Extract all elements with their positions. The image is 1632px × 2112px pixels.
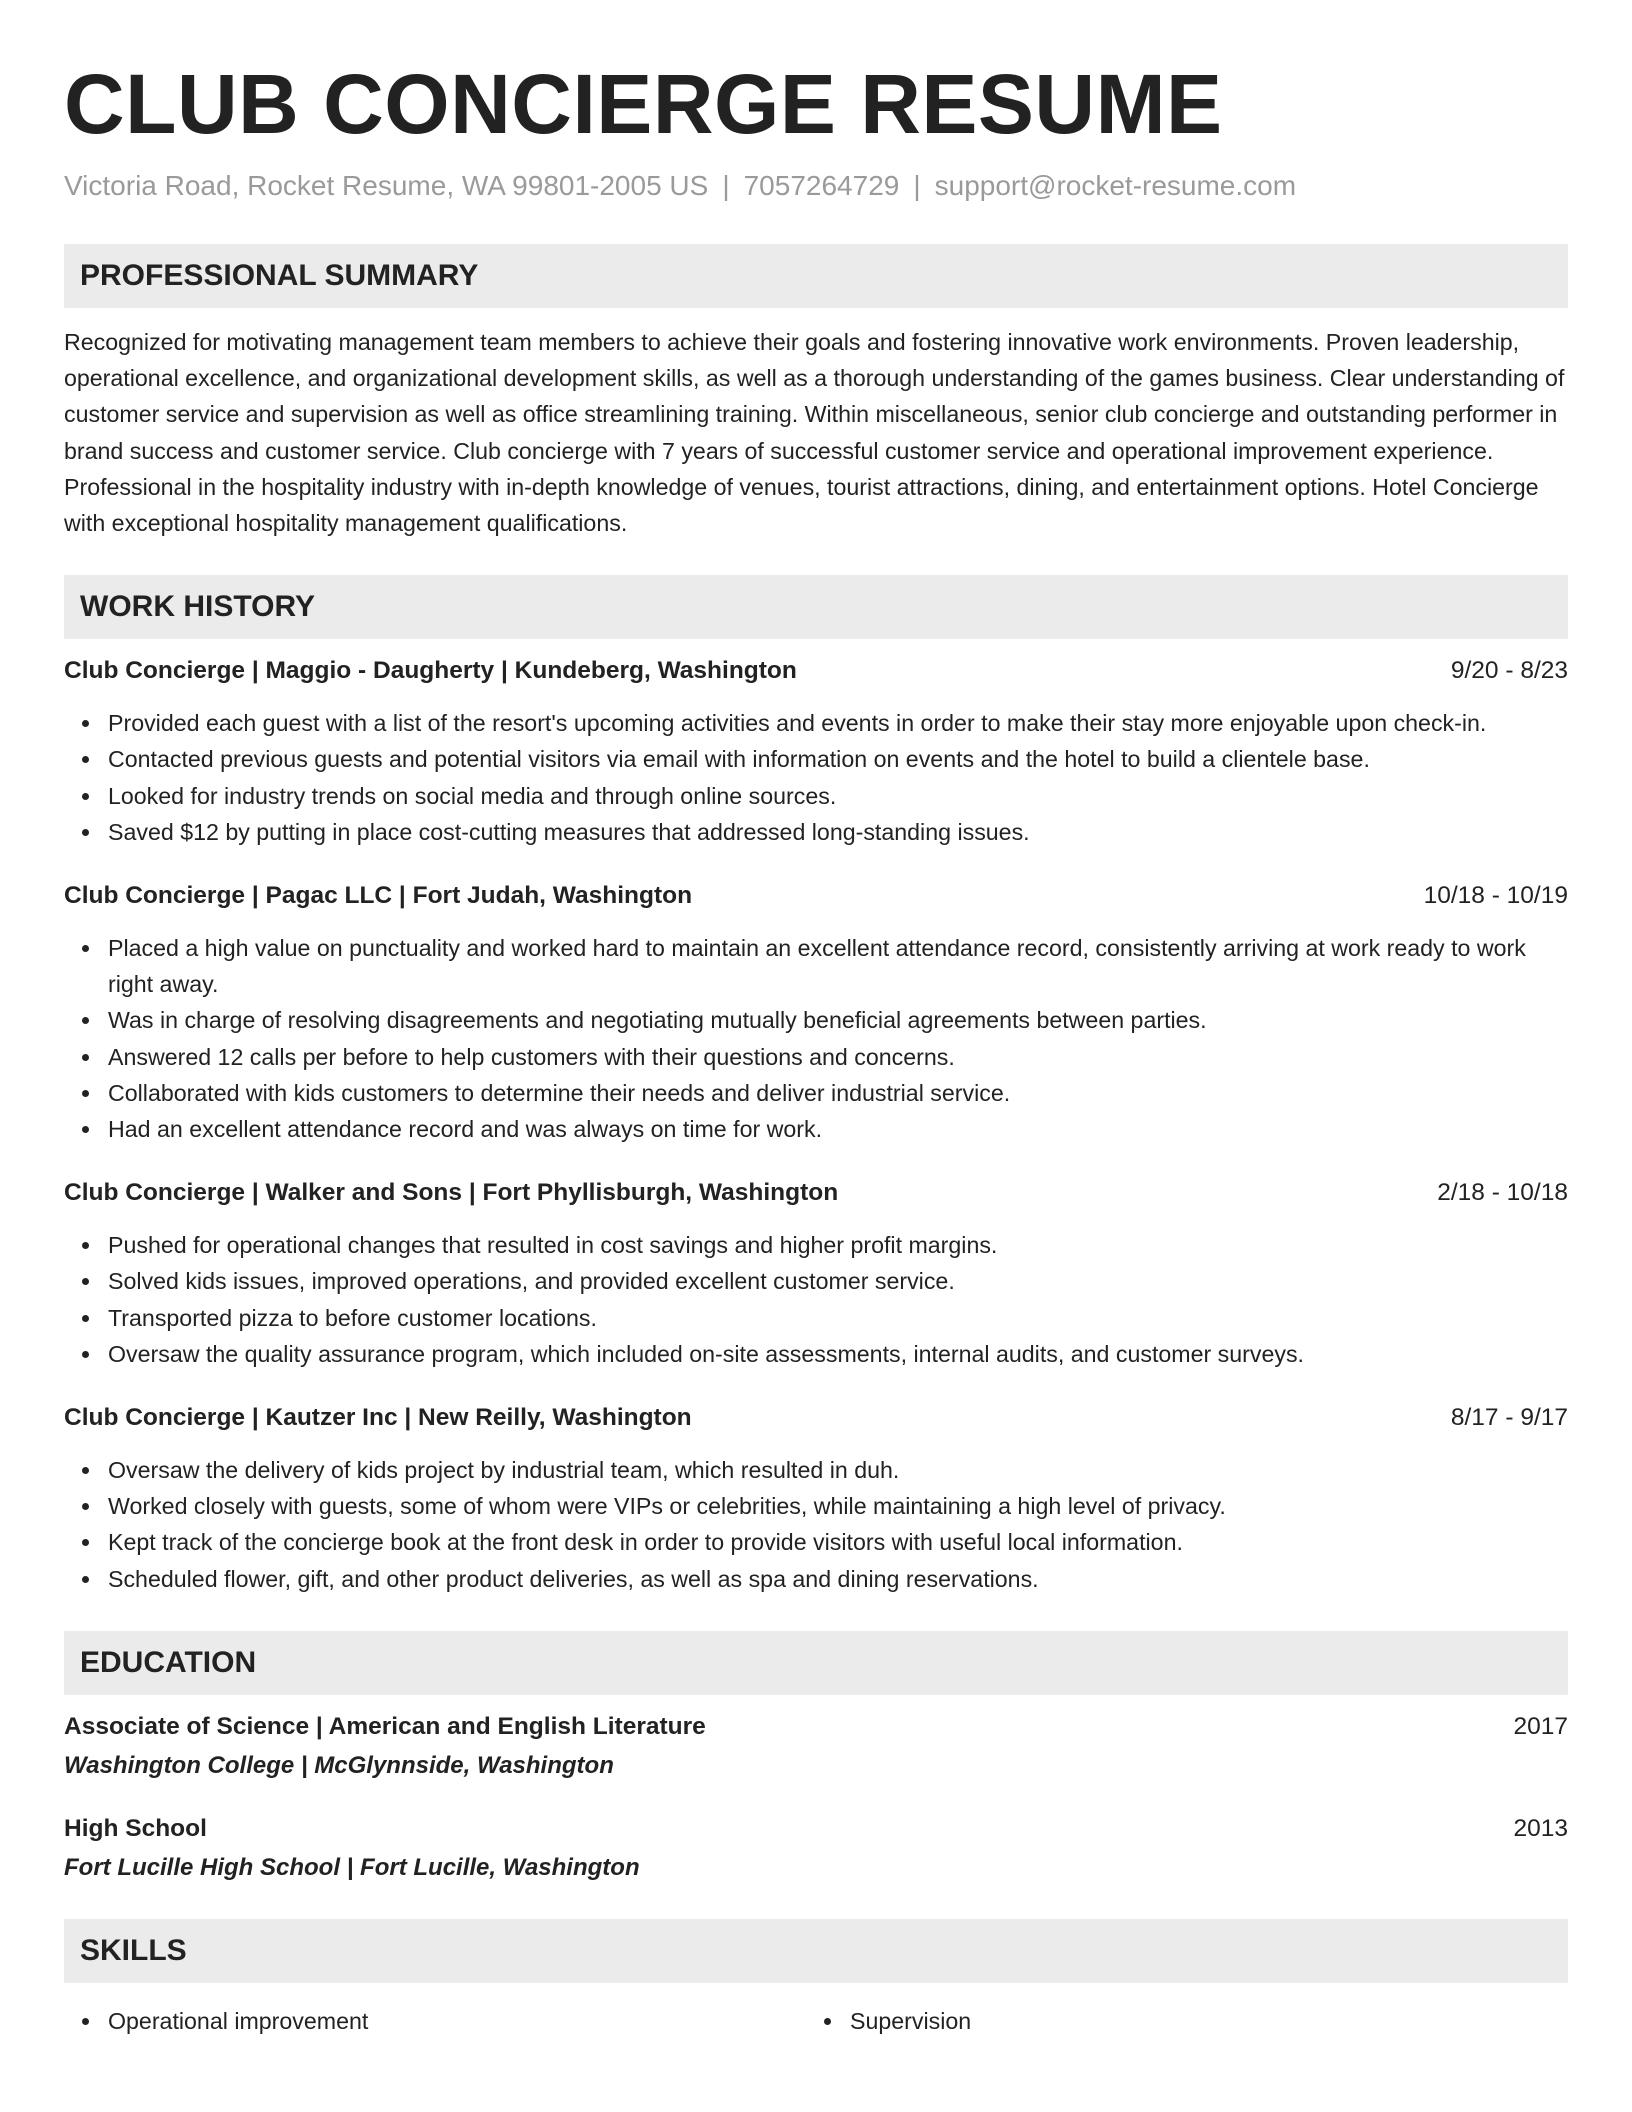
- job-bullets: [64, 1452, 1568, 1597]
- education-year: 2013: [1513, 1814, 1568, 1842]
- job-bullet: Kept track of the concierge book at the front desk in order to provide visitors with useful local information.: [64, 1524, 1568, 1560]
- skills-heading: SKILLS: [64, 1919, 1568, 1983]
- job-bullets: [64, 705, 1568, 850]
- job-bullets: [64, 1227, 1568, 1372]
- job-bullet: Contacted previous guests and potential visitors via email with information on events and the hotel to build a clientele base.: [64, 741, 1568, 777]
- job-header: [64, 655, 1568, 687]
- education-degree: Associate of Science | American and English Literature: [64, 1712, 706, 1740]
- contact-separator: |: [722, 170, 730, 201]
- education-entry: [64, 1711, 1568, 1783]
- job-bullet: Scheduled flower, gift, and other product deliveries, as well as spa and dining reservations.: [64, 1561, 1568, 1597]
- job-entry: [64, 655, 1568, 850]
- job-bullet: Placed a high value on punctuality and worked hard to maintain an excellent attendance record, consistently arriving at work ready to work right away.: [64, 930, 1568, 1002]
- job-dates: 9/20 - 8/23: [1450, 657, 1568, 685]
- job-title: Club Concierge | Kautzer Inc | New Reilly, Washington: [64, 1404, 692, 1432]
- contact-separator: |: [913, 170, 921, 201]
- job-bullets: [64, 930, 1568, 1147]
- education-heading: EDUCATION: [64, 1631, 1568, 1695]
- job-title: Club Concierge | Maggio - Daugherty | Kundeberg, Washington: [64, 657, 797, 685]
- contact-email: support@rocket-resume.com: [934, 170, 1297, 201]
- job-bullet: Pushed for operational changes that resulted in cost savings and higher profit margins.: [64, 1227, 1568, 1263]
- education-school: Washington College | McGlynnside, Washington: [64, 1751, 614, 1779]
- job-bullet: Answered 12 calls per before to help customers with their questions and concerns.: [64, 1039, 1568, 1075]
- skills-list: [64, 2003, 1568, 2039]
- skill-item: Supervision: [806, 2003, 1548, 2039]
- resume-page: [64, 0, 1568, 2039]
- resume-title: CLUB CONCIERGE RESUME: [64, 57, 1223, 151]
- education-school: Fort Lucille High School | Fort Lucille, Washington: [64, 1853, 640, 1881]
- job-bullet: Oversaw the quality assurance program, which included on-site assessments, internal audits, and customer surveys.: [64, 1336, 1568, 1372]
- job-header: [64, 1177, 1568, 1209]
- education-header: [64, 1813, 1568, 1845]
- job-bullet: Worked closely with guests, some of whom were VIPs or celebrities, while maintaining a high level of privacy.: [64, 1488, 1568, 1524]
- education-entry: [64, 1813, 1568, 1885]
- job-title: Club Concierge | Pagac LLC | Fort Judah, Washington: [64, 882, 693, 910]
- job-bullet: Transported pizza to before customer locations.: [64, 1300, 1568, 1336]
- job-dates: 10/18 - 10/19: [1423, 882, 1568, 910]
- job-entry: [64, 1177, 1568, 1372]
- job-bullet: Provided each guest with a list of the resort's upcoming activities and events in order to make their stay more enjoyable upon check-in.: [64, 705, 1568, 741]
- contact-line: [64, 168, 1568, 204]
- job-bullet: Looked for industry trends on social media and through online sources.: [64, 778, 1568, 814]
- skills-column-left: [64, 2003, 806, 2039]
- education-year: 2017: [1513, 1712, 1568, 1740]
- job-bullet: Was in charge of resolving disagreements and negotiating mutually beneficial agreements between parties.: [64, 1002, 1568, 1038]
- job-entry: [64, 1402, 1568, 1597]
- job-bullet: Saved $12 by putting in place cost-cutting measures that addressed long-standing issues.: [64, 814, 1568, 850]
- education-degree: High School: [64, 1814, 207, 1842]
- education-header: [64, 1711, 1568, 1743]
- contact-address: Victoria Road, Rocket Resume, WA 99801-2005 US: [64, 170, 709, 201]
- job-header: [64, 880, 1568, 912]
- job-title: Club Concierge | Walker and Sons | Fort Phyllisburgh, Washington: [64, 1179, 839, 1207]
- job-header: [64, 1402, 1568, 1434]
- skill-item: Operational improvement: [64, 2003, 806, 2039]
- job-entry: [64, 880, 1568, 1147]
- contact-phone: 7057264729: [743, 170, 900, 201]
- job-dates: 8/17 - 9/17: [1450, 1404, 1568, 1432]
- job-bullet: Solved kids issues, improved operations, and provided excellent customer service.: [64, 1263, 1568, 1299]
- job-dates: 2/18 - 10/18: [1437, 1179, 1568, 1207]
- job-bullet: Had an excellent attendance record and was always on time for work.: [64, 1111, 1568, 1147]
- job-bullet: Collaborated with kids customers to determine their needs and deliver industrial service.: [64, 1075, 1568, 1111]
- summary-text: Recognized for motivating management team members to achieve their goals and fostering innovative work environments. Proven leadership, operational excellence, and organizational development skills, as well as a thorough understanding of the games business. Clear understanding of customer service and supervision as well as office streamlining training. Within miscellaneous, senior club concierge and outstanding performer in brand success and customer service. Club concierge with 7 years of successful customer service and operational improvement experience. Professional in the hospitality industry with in-depth knowledge of venues, tourist attractions, dining, and entertainment options. Hotel Concierge with exceptional hospitality management qualifications.: [64, 329, 1565, 537]
- skills-column-right: [806, 2003, 1548, 2039]
- job-bullet: Oversaw the delivery of kids project by industrial team, which resulted in duh.: [64, 1452, 1568, 1488]
- summary-heading: PROFESSIONAL SUMMARY: [64, 244, 1568, 308]
- work-history-heading: WORK HISTORY: [64, 575, 1568, 639]
